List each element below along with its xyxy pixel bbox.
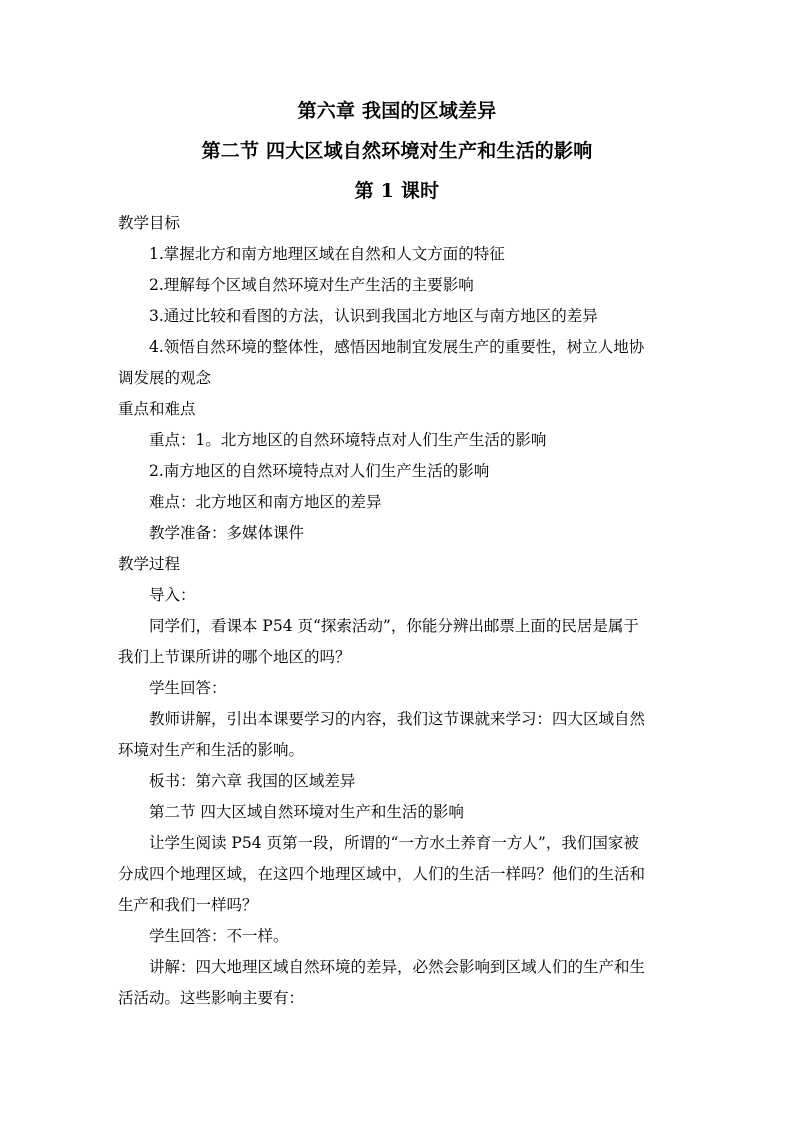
process-paragraph: 学生回答：不一样。 bbox=[149, 927, 289, 945]
objective-item: 1.掌握北方和南方地理区域在自然和人文方面的特征 bbox=[149, 245, 505, 263]
section-title: 第二节 四大区域自然环境对生产和生活的影响 bbox=[201, 140, 593, 162]
process-heading: 教学过程 bbox=[118, 555, 181, 573]
process-paragraph: 同学们，看课本 P54 页“探索活动”，你能分辨出邮票上面的民居是属于 bbox=[149, 617, 639, 635]
key-point-item: 教学准备：多媒体课件 bbox=[149, 524, 305, 542]
process-paragraph-continuation: 分成四个地理区域，在这四个地理区域中，人们的生活一样吗？他们的生活和 bbox=[118, 865, 646, 883]
process-paragraph: 讲解：四大地理区域自然环境的差异，必然会影响到区域人们的生产和生 bbox=[149, 958, 646, 976]
process-paragraph: 学生回答： bbox=[149, 679, 227, 697]
objective-item: 3.通过比较和看图的方法，认识到我国北方地区与南方地区的差异 bbox=[149, 307, 598, 325]
objectives-heading: 教学目标 bbox=[118, 214, 181, 232]
process-paragraph-continuation: 活活动。这些影响主要有： bbox=[118, 989, 305, 1007]
key-point-item: 2.南方地区的自然环境特点对人们生产生活的影响 bbox=[149, 462, 490, 480]
process-paragraph: 第二节 四大区域自然环境对生产和生活的影响 bbox=[149, 803, 464, 821]
process-paragraph-continuation: 我们上节课所讲的哪个地区的吗？ bbox=[118, 648, 351, 666]
chapter-title: 第六章 我国的区域差异 bbox=[297, 100, 497, 122]
document-body bbox=[118, 208, 678, 1014]
objective-item: 2.理解每个区域自然环境对生产生活的主要影响 bbox=[149, 276, 474, 294]
key-point-item: 难点：北方地区和南方地区的差异 bbox=[149, 493, 382, 511]
process-paragraph: 导入： bbox=[149, 586, 196, 604]
process-paragraph: 让学生阅读 P54 页第一段，所谓的“一方水土养育一方人”，我们国家被 bbox=[149, 834, 639, 852]
objective-item-continuation: 调发展的观念 bbox=[118, 369, 212, 387]
process-paragraph: 教师讲解，引出本课要学习的内容，我们这节课就来学习：四大区域自然 bbox=[149, 710, 646, 728]
lesson-title: 第 1 课时 bbox=[354, 180, 440, 202]
key-point-item: 重点：1。北方地区的自然环境特点对人们生产生活的影响 bbox=[149, 431, 547, 449]
key-points-heading: 重点和难点 bbox=[118, 400, 196, 418]
process-paragraph: 板书：第六章 我国的区域差异 bbox=[149, 772, 356, 790]
objective-item: 4.领悟自然环境的整体性，感悟因地制宜发展生产的重要性，树立人地协 bbox=[149, 338, 645, 356]
process-paragraph-continuation: 环境对生产和生活的影响。 bbox=[118, 741, 305, 759]
process-paragraph-continuation: 生产和我们一样吗？ bbox=[118, 896, 258, 914]
